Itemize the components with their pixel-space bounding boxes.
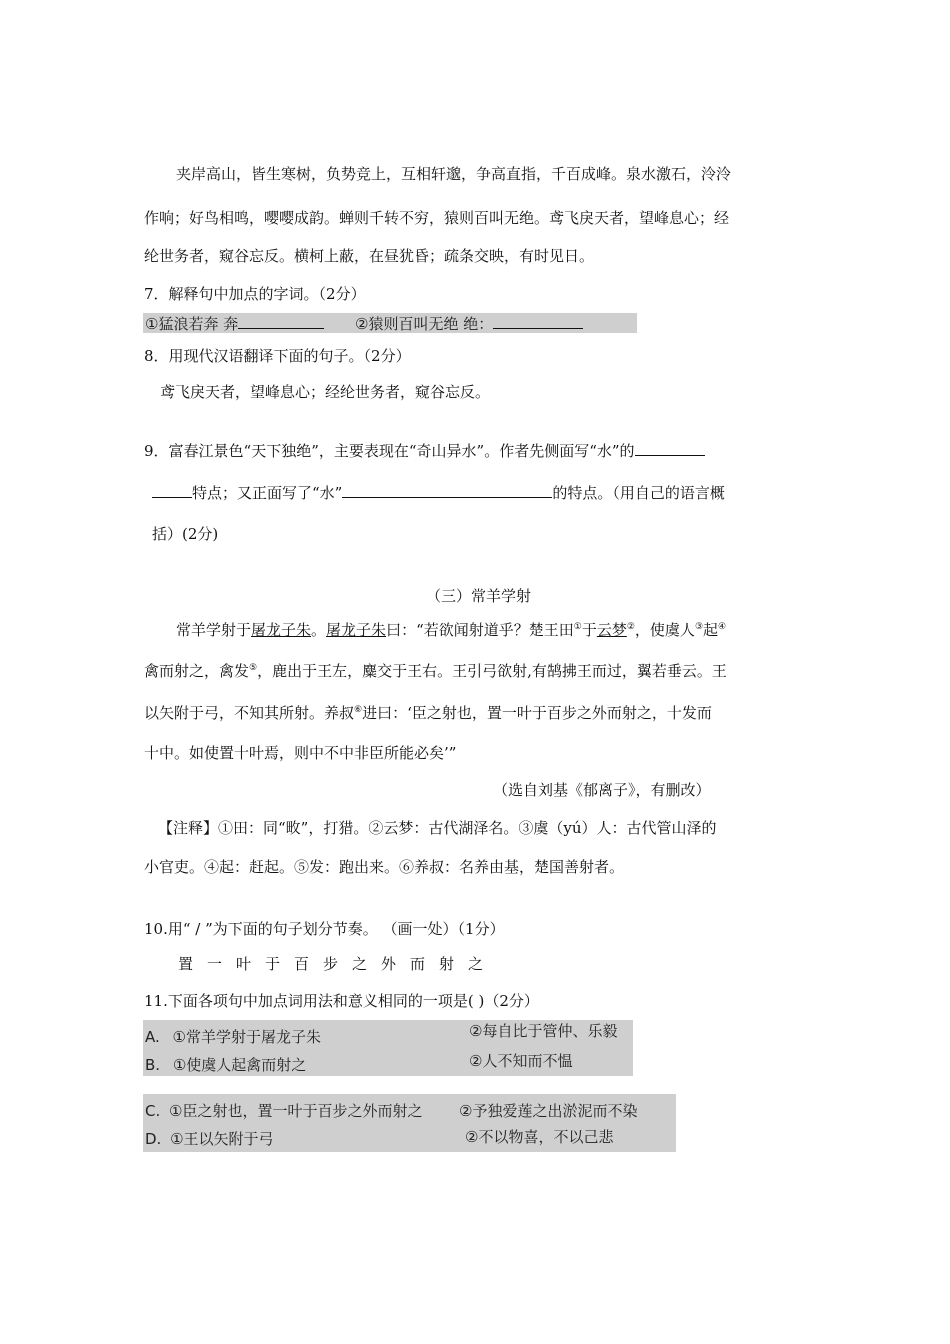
question-8-sentence: 鸢飞戾天者，望峰息心；经纶世务者，窥谷忘反。 [160,383,491,401]
note-ref-5: ⑤ [249,663,258,673]
answer-blank-jue[interactable] [493,314,583,329]
person-name-tulongzizhu: 屠龙子朱 [251,621,312,639]
notes-line-2: 小官吏。④起：赶起。⑤发：跑出来。⑥养叔：名养由基，楚国善射者。 [144,858,625,876]
question-10-sentence[interactable]: 置一叶于百步之外而射之 [178,955,498,973]
section-3-title: （三）常羊学射 [426,587,532,605]
question-7-item-b: ②猿则百叫无绝 绝： [355,313,583,334]
passage-b-line-3: 以矢附于弓，不知其所射。养叔⑥进曰：‘臣之射也，置一叶于百步之外而射之，十发而 [144,704,712,722]
option-b-second: ②人不知而不愠 [469,1052,573,1070]
place-name-yunmeng: 云梦 [596,621,627,639]
option-d[interactable]: D. ①王以矢附于弓 [145,1130,274,1148]
passage-line-3: 纶世务者，窥谷忘反。横柯上蔽，在昼犹昏；疏条交映，有时见日。 [144,247,595,265]
option-c-second: ②予独爱莲之出淤泥而不染 [459,1102,638,1120]
note-ref-4: ④ [718,622,727,632]
question-8-stem: 8．用现代汉语翻译下面的句子。（2分） [144,347,411,365]
option-a[interactable]: A. ①常羊学射于屠龙子朱 [145,1028,321,1046]
question-7-scanned-strip [143,313,637,333]
question-11-scan-ab [143,1020,633,1076]
answer-blank-side[interactable] [635,441,705,456]
option-b[interactable]: B. ①使虞人起禽而射之 [145,1056,307,1074]
answer-blank-side-cont[interactable] [152,483,192,498]
question-9-line-1: 9．富春江景色“天下独绝”，主要表现在“奇山异水”。作者先侧面写“水”的 [144,440,705,461]
option-c[interactable]: C. ①臣之射也，置一叶于百步之外而射之 [145,1102,423,1120]
note-ref-1: ① [573,622,582,632]
passage-line-2: 作响；好鸟相鸣，嘤嘤成韵。蝉则千转不穷，猿则百叫无绝。鸢飞戾天者，望峰息心；经 [144,209,730,227]
note-ref-2: ② [626,622,635,632]
passage-b-line-2: 禽而射之，禽发⑤，鹿出于王左，麋交于王右。王引弓欲射,有鹄拂王而过，翼若垂云。王 [144,662,727,680]
question-11-stem: 11.下面各项句中加点词用法和意义相同的一项是( )（2分） [144,992,539,1010]
question-10-stem: 10.用“ / ”为下面的句子划分节奏。 （画一处）（1分） [144,920,505,938]
passage-line-1: 夹岸高山，皆生寒树，负势竞上，互相轩邈，争高直指，千百成峰。泉水激石，泠泠 [176,165,732,183]
question-7-item-a: ①猛浪若奔 奔 [145,313,324,334]
question-11-scan-cd [143,1094,676,1152]
note-ref-3: ③ [694,622,704,632]
passage-b-line-4: 十中。如使置十叶焉，则中不中非臣所能必矣’” [144,744,457,762]
question-9-line-2: 特点；又正面写了“水” 的特点。（用自己的语言概 [152,482,725,503]
notes-line-1: 【注释】①田：同“畋”，打猎。②云梦：古代湖泽名。③虞（yú）人：古代管山泽的 [158,819,717,837]
option-a-second: ②每自比于管仲、乐毅 [469,1022,618,1040]
option-d-second: ②不以物喜，不以己悲 [465,1128,614,1146]
passage-b-line-1: 常羊学射于屠龙子朱。屠龙子朱曰：“若欲闻射道乎？楚王田①于云梦②，使虞人③起④ [176,621,727,639]
source-citation: （选自刘基《郁离子》，有删改） [493,781,711,799]
note-ref-6: ⑥ [354,705,363,715]
answer-blank-ben[interactable] [238,314,324,329]
question-9-line-3: 括）(2分) [152,525,219,543]
answer-blank-front[interactable] [342,483,552,498]
person-name-tulongzizhu-2: 屠龙子朱 [326,621,387,639]
question-7-stem: 7．解释句中加点的字词。（2分） [144,285,366,303]
